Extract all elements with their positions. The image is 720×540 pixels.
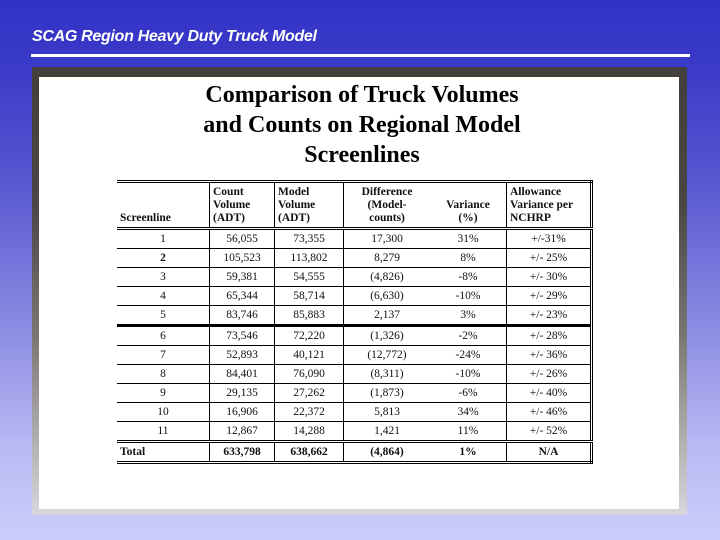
content-panel — [39, 77, 679, 509]
header-allowance — [507, 182, 592, 229]
table-row — [117, 249, 592, 268]
table-row — [117, 346, 592, 365]
table-row — [117, 384, 592, 403]
header-variance-line-1: Variance — [446, 199, 490, 211]
cell-variance: -8% — [430, 268, 507, 287]
header-allowance-line-3: NCHRP — [510, 212, 551, 224]
cell-model: 27,262 — [275, 384, 344, 403]
header-divider — [31, 54, 690, 57]
cell-count: 56,055 — [210, 229, 275, 249]
table-row — [117, 326, 592, 346]
cell-model: 14,288 — [275, 422, 344, 442]
table-header-row — [117, 182, 592, 229]
cell-difference: (1,326) — [344, 326, 431, 346]
cell-difference: (4,826) — [344, 268, 431, 287]
cell-model: 72,220 — [275, 326, 344, 346]
cell-difference: 2,137 — [344, 306, 431, 326]
header-model-line-3: (ADT) — [278, 212, 310, 224]
cell-allowance: +/- 29% — [507, 287, 592, 306]
cell-total-label: Total — [117, 442, 210, 463]
cell-count: 65,344 — [210, 287, 275, 306]
table-row — [117, 229, 592, 249]
cell-allowance: +/- 46% — [507, 403, 592, 422]
header-screenline-line: Screenline — [120, 212, 171, 224]
cell-count: 16,906 — [210, 403, 275, 422]
cell-model: 22,372 — [275, 403, 344, 422]
screenline-table-wrapper — [117, 180, 593, 464]
cell-variance: -2% — [430, 326, 507, 346]
header-count-line-1: Count — [213, 186, 244, 198]
cell-difference: (1,873) — [344, 384, 431, 403]
cell-model: 54,555 — [275, 268, 344, 287]
header-model-line-2: Volume — [278, 199, 316, 211]
screenline-comparison-table — [117, 180, 593, 464]
header-difference-line-2: (Model- — [367, 199, 407, 211]
slide-title-line-3: Screenlines — [304, 142, 420, 168]
cell-variance: -10% — [430, 365, 507, 384]
cell-count: 84,401 — [210, 365, 275, 384]
slide-header-title: SCAG Region Heavy Duty Truck Model — [32, 28, 317, 45]
cell-count: 73,546 — [210, 326, 275, 346]
header-count-line-3: (ADT) — [213, 212, 245, 224]
header-difference-line-3: counts) — [369, 212, 405, 224]
header-screenline — [117, 182, 210, 229]
cell-allowance: +/- 30% — [507, 268, 592, 287]
cell-difference: 5,813 — [344, 403, 431, 422]
cell-total-count: 633,798 — [210, 442, 275, 463]
cell-count: 12,867 — [210, 422, 275, 442]
cell-model: 73,355 — [275, 229, 344, 249]
table-row — [117, 365, 592, 384]
cell-total-difference: (4,864) — [344, 442, 431, 463]
header-difference — [344, 182, 431, 229]
cell-allowance: +/-31% — [507, 229, 592, 249]
table-row — [117, 268, 592, 287]
header-variance-line-2: (%) — [458, 212, 478, 224]
cell-screenline: 11 — [117, 422, 210, 442]
cell-total-model: 638,662 — [275, 442, 344, 463]
cell-allowance: +/- 25% — [507, 249, 592, 268]
cell-screenline: 10 — [117, 403, 210, 422]
slide-title-line-1: Comparison of Truck Volumes — [205, 82, 519, 108]
header-count-volume — [210, 182, 275, 229]
cell-allowance: +/- 52% — [507, 422, 592, 442]
cell-variance: 34% — [430, 403, 507, 422]
cell-screenline: 1 — [117, 229, 210, 249]
table-row — [117, 422, 592, 442]
cell-difference: 17,300 — [344, 229, 431, 249]
cell-model: 85,883 — [275, 306, 344, 326]
cell-screenline: 8 — [117, 365, 210, 384]
cell-count: 59,381 — [210, 268, 275, 287]
cell-screenline: 3 — [117, 268, 210, 287]
cell-model: 58,714 — [275, 287, 344, 306]
cell-total-variance: 1% — [430, 442, 507, 463]
cell-allowance: +/- 40% — [507, 384, 592, 403]
cell-model: 113,802 — [275, 249, 344, 268]
cell-model: 40,121 — [275, 346, 344, 365]
cell-screenline: 4 — [117, 287, 210, 306]
cell-screenline: 5 — [117, 306, 210, 326]
cell-difference: (12,772) — [344, 346, 431, 365]
cell-screenline: 2 — [117, 249, 210, 268]
cell-allowance: +/- 23% — [507, 306, 592, 326]
cell-variance: 3% — [430, 306, 507, 326]
cell-difference: 1,421 — [344, 422, 431, 442]
table-total-row — [117, 442, 592, 463]
header-count-line-2: Volume — [213, 199, 251, 211]
cell-variance: -24% — [430, 346, 507, 365]
header-allowance-line-2: Variance per — [510, 199, 574, 211]
table-row — [117, 306, 592, 326]
content-frame — [32, 67, 687, 515]
cell-variance: 31% — [430, 229, 507, 249]
cell-difference: (6,630) — [344, 287, 431, 306]
cell-difference: 8,279 — [344, 249, 431, 268]
cell-screenline: 9 — [117, 384, 210, 403]
slide-title-line-2: and Counts on Regional Model — [203, 112, 521, 138]
header-model-volume — [275, 182, 344, 229]
cell-allowance: +/- 28% — [507, 326, 592, 346]
header-model-line-1: Model — [278, 186, 310, 198]
cell-count: 105,523 — [210, 249, 275, 268]
cell-total-allowance: N/A — [507, 442, 592, 463]
cell-variance: 11% — [430, 422, 507, 442]
table-row — [117, 403, 592, 422]
cell-count: 83,746 — [210, 306, 275, 326]
cell-difference: (8,311) — [344, 365, 431, 384]
header-variance — [430, 182, 507, 229]
cell-count: 29,135 — [210, 384, 275, 403]
cell-model: 76,090 — [275, 365, 344, 384]
cell-variance: 8% — [430, 249, 507, 268]
cell-allowance: +/- 36% — [507, 346, 592, 365]
header-difference-line-1: Difference — [361, 186, 413, 198]
cell-variance: -6% — [430, 384, 507, 403]
cell-count: 52,893 — [210, 346, 275, 365]
cell-screenline: 7 — [117, 346, 210, 365]
cell-variance: -10% — [430, 287, 507, 306]
cell-screenline: 6 — [117, 326, 210, 346]
cell-allowance: +/- 26% — [507, 365, 592, 384]
slide-title — [39, 80, 679, 170]
header-allowance-line-1: Allowance — [510, 186, 562, 198]
table-row — [117, 287, 592, 306]
